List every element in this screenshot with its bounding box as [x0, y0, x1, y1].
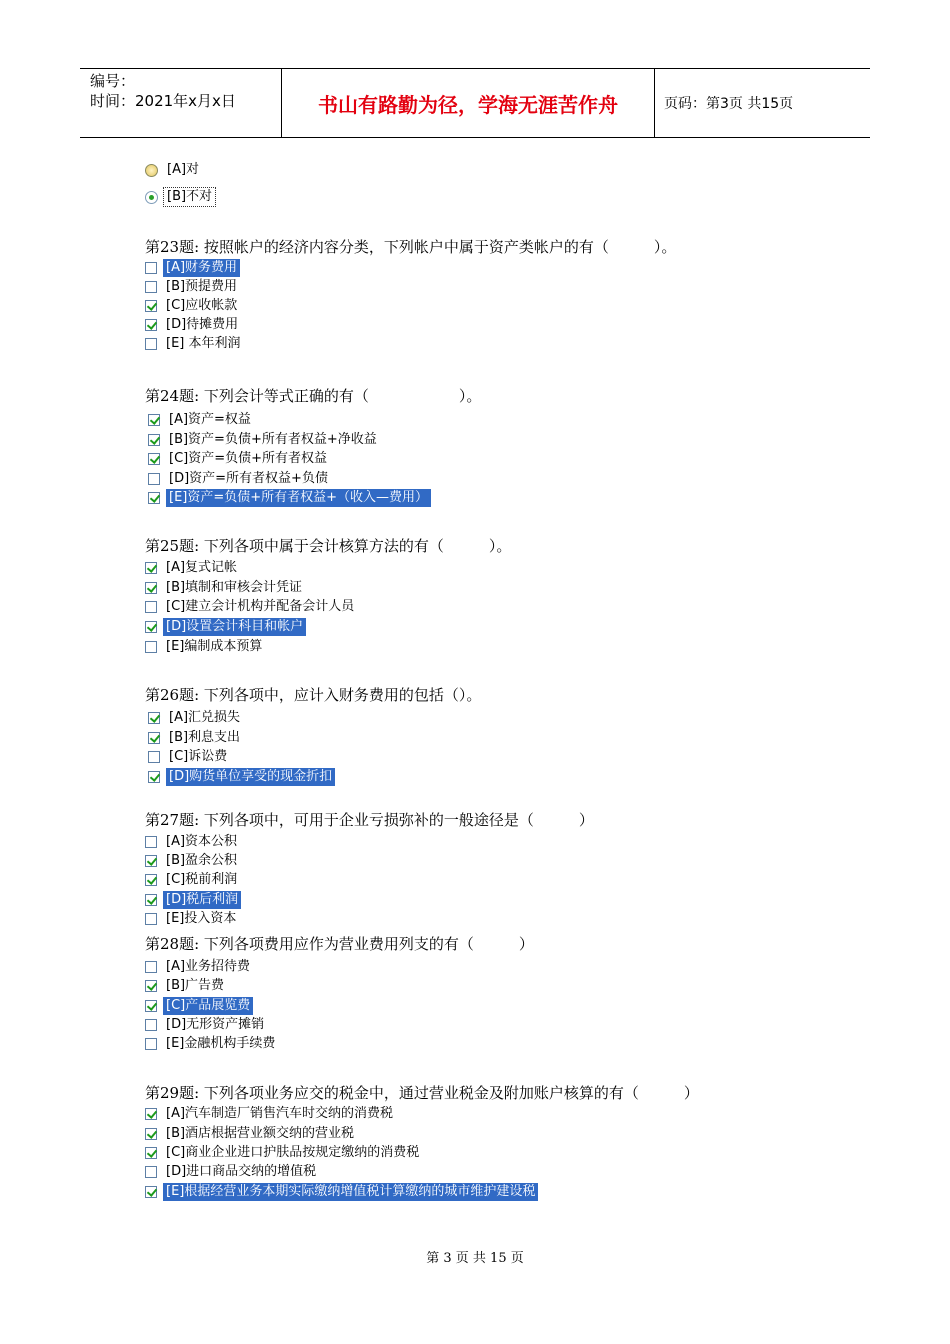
checkbox[interactable] [145, 1000, 157, 1012]
checkbox-option[interactable] [145, 871, 240, 889]
checkbox-label: [D]设置会计科目和帐户 [163, 618, 306, 636]
checkbox-option[interactable] [148, 411, 254, 429]
checkbox-label: [B]填制和审核会计凭证 [166, 580, 303, 595]
radio-option[interactable] [145, 188, 215, 206]
checkbox-option[interactable] [148, 768, 335, 786]
checkbox[interactable] [145, 621, 157, 633]
checkbox-option[interactable] [145, 335, 244, 353]
checkbox-label: [B]广告费 [166, 978, 225, 993]
checkbox[interactable] [148, 751, 160, 763]
checkbox-label: [A]汇兑损失 [169, 710, 241, 725]
checkbox-option[interactable] [148, 729, 243, 747]
checkbox-option[interactable] [145, 579, 305, 597]
radio-button[interactable] [145, 164, 158, 177]
checkbox-label: [E]根据经营业务本期实际缴纳增值税计算缴纳的城市维护建设税 [163, 1183, 538, 1201]
checkbox-label: [D]待摊费用 [166, 317, 239, 332]
checkbox-option[interactable] [145, 891, 241, 909]
checkbox-label: [C]产品展览费 [163, 997, 253, 1015]
checkbox-option[interactable] [145, 618, 306, 636]
checkbox-option[interactable] [145, 278, 240, 296]
checkbox[interactable] [148, 771, 160, 783]
checkbox-label: [A]业务招待费 [166, 959, 251, 974]
question-title: 第26题: 下列各项中，应计入财务费用的包括（）。 [145, 686, 482, 704]
question-title: 第25题: 下列各项中属于会计核算方法的有（ ）。 [145, 537, 512, 555]
checkbox-label: [A]复式记帐 [166, 560, 238, 575]
checkbox-label: [D]购货单位享受的现金折扣 [166, 768, 335, 786]
checkbox[interactable] [145, 1128, 157, 1140]
checkbox-label: [E]投入资本 [166, 911, 237, 926]
checkbox[interactable] [148, 473, 160, 485]
page-header [80, 68, 870, 138]
checkbox-label: [A]资本公积 [166, 834, 238, 849]
page-footer: 第 3 页 共 15 页 [426, 1251, 524, 1266]
checkbox-option[interactable] [148, 748, 230, 766]
question-title: 第27题: 下列各项中，可用于企业亏损弥补的一般途径是（ ） [145, 811, 594, 829]
header-motto: 书山有路勤为径，学海无涯苦作舟 [318, 93, 618, 117]
checkbox[interactable] [145, 338, 157, 350]
checkbox[interactable] [148, 434, 160, 446]
checkbox-label: [B]酒店根据营业额交纳的营业税 [166, 1126, 355, 1141]
checkbox[interactable] [145, 1166, 157, 1178]
checkbox[interactable] [145, 913, 157, 925]
checkbox-label: [B]盈余公积 [166, 853, 238, 868]
checkbox[interactable] [145, 1147, 157, 1159]
checkbox-option[interactable] [148, 489, 431, 507]
checkbox-option[interactable] [145, 297, 240, 315]
radio-button[interactable] [145, 191, 158, 204]
checkbox-option[interactable] [148, 470, 331, 488]
checkbox-option[interactable] [145, 997, 253, 1015]
checkbox-label: [D]资产=所有者权益+负债 [169, 471, 328, 486]
question-title: 第29题: 下列各项业务应交的税金中，通过营业税金及附加账户核算的有（ ） [145, 1084, 699, 1102]
checkbox[interactable] [145, 582, 157, 594]
checkbox-label: [E] 本年利润 [166, 336, 241, 351]
checkbox[interactable] [145, 262, 157, 274]
checkbox[interactable] [145, 961, 157, 973]
checkbox-label: [C]商业企业进口护肤品按规定缴纳的消费税 [166, 1145, 420, 1160]
checkbox-option[interactable] [145, 977, 227, 995]
checkbox[interactable] [145, 1108, 157, 1120]
checkbox[interactable] [145, 281, 157, 293]
checkbox-option[interactable] [145, 1163, 319, 1181]
checkbox-label: [C]建立会计机构并配备会计人员 [166, 599, 355, 614]
checkbox[interactable] [145, 855, 157, 867]
checkbox-option[interactable] [145, 852, 240, 870]
checkbox[interactable] [145, 562, 157, 574]
checkbox-option[interactable] [145, 1105, 396, 1123]
checkbox-label: [D]税后利润 [163, 891, 241, 909]
checkbox[interactable] [145, 980, 157, 992]
checkbox[interactable] [145, 319, 157, 331]
checkbox[interactable] [145, 601, 157, 613]
question-title: 第23题: 按照帐户的经济内容分类，下列帐户中属于资产类帐户的有（ ）。 [145, 238, 677, 256]
checkbox-label: [B]资产=负债+所有者权益+净收益 [169, 432, 377, 447]
header-meta [90, 71, 236, 111]
checkbox[interactable] [148, 712, 160, 724]
header-divider [654, 69, 655, 137]
checkbox-label: [A]资产=权益 [169, 412, 251, 427]
checkbox-option[interactable] [145, 1035, 278, 1053]
checkbox-label: [C]诉讼费 [169, 749, 228, 764]
checkbox-label: [E]金融机构手续费 [166, 1036, 276, 1051]
checkbox-option[interactable] [145, 598, 357, 616]
checkbox-label: [A]汽车制造厂销售汽车时交纳的消费税 [166, 1106, 394, 1121]
checkbox[interactable] [145, 894, 157, 906]
checkbox[interactable] [145, 836, 157, 848]
checkbox-label: [C]资产=负债+所有者权益 [169, 451, 328, 466]
checkbox[interactable] [148, 453, 160, 465]
checkbox-option[interactable] [145, 559, 240, 577]
checkbox[interactable] [145, 300, 157, 312]
checkbox-option[interactable] [145, 1144, 422, 1162]
checkbox-option[interactable] [148, 431, 380, 449]
document-number-label: 编号： [90, 72, 136, 90]
checkbox[interactable] [148, 732, 160, 744]
document-date-label: 时间：2021年x月x日 [90, 92, 236, 110]
checkbox-option[interactable] [145, 1016, 267, 1034]
checkbox[interactable] [148, 414, 160, 426]
question-title: 第24题: 下列会计等式正确的有（ ）。 [145, 387, 482, 405]
header-page-number: 页码：第3页 共15页 [664, 96, 794, 112]
checkbox-option[interactable] [145, 958, 253, 976]
checkbox-label: [C]税前利润 [166, 872, 238, 887]
checkbox-label: [D]无形资产摊销 [166, 1017, 265, 1032]
checkbox-label: [B]预提费用 [166, 279, 238, 294]
radio-label: [A]对 [167, 162, 200, 177]
checkbox-option[interactable] [145, 833, 240, 851]
checkbox-option[interactable] [145, 316, 241, 334]
checkbox-label: [D]进口商品交纳的增值税 [166, 1164, 317, 1179]
checkbox-label: [E]资产=负债+所有者权益+（收入—费用） [166, 489, 431, 507]
checkbox-label: [A]财务费用 [163, 259, 240, 277]
checkbox[interactable] [145, 641, 157, 653]
checkbox-option[interactable] [145, 259, 240, 277]
checkbox-option[interactable] [145, 1125, 357, 1143]
checkbox[interactable] [145, 1019, 157, 1031]
checkbox[interactable] [148, 492, 160, 504]
checkbox-label: [E]编制成本预算 [166, 639, 263, 654]
checkbox-label: [C]应收帐款 [166, 298, 238, 313]
checkbox[interactable] [145, 1186, 157, 1198]
checkbox[interactable] [145, 1038, 157, 1050]
checkbox-option[interactable] [148, 450, 330, 468]
radio-option[interactable] [145, 161, 202, 179]
checkbox-option[interactable] [145, 910, 239, 928]
checkbox-option[interactable] [145, 638, 265, 656]
question-title: 第28题: 下列各项费用应作为营业费用列支的有（ ） [145, 935, 534, 953]
radio-label: [B]不对 [164, 188, 215, 206]
checkbox-option[interactable] [145, 1183, 538, 1201]
checkbox[interactable] [145, 874, 157, 886]
checkbox-option[interactable] [148, 709, 243, 727]
checkbox-label: [B]利息支出 [169, 730, 241, 745]
